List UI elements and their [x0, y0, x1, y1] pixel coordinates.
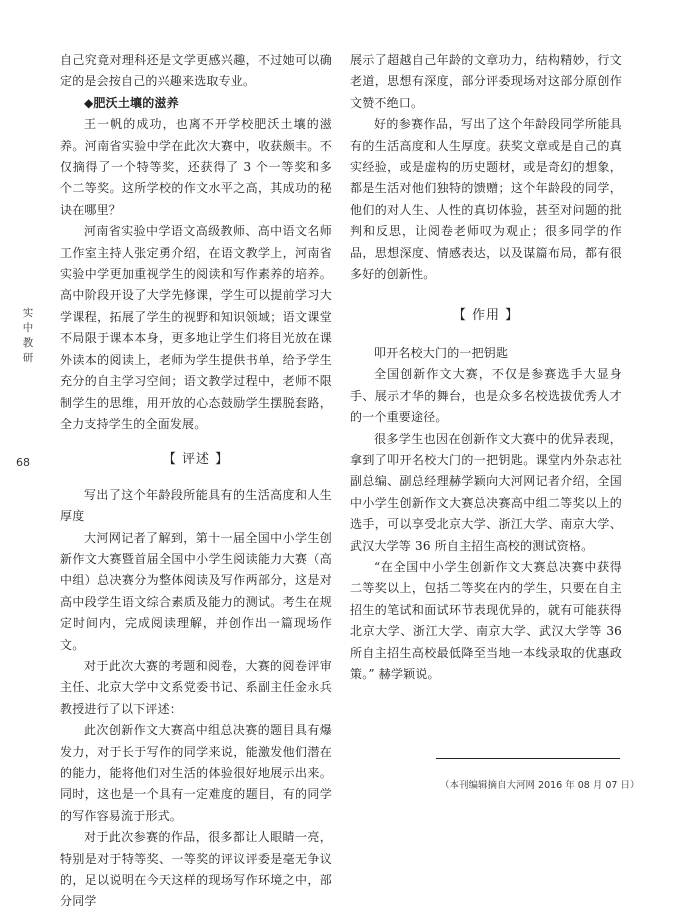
paragraph: 全国创新作文大赛，不仅是参赛选手大显身手、展示才华的舞台，也是众多名校选拔优秀人才的一个重要途径。	[350, 367, 622, 425]
paragraph: 展示了超越自己年龄的文章功力，结构精妙，行文老道，思想有深度，部分评委现场对这部分原创作文赞不绝口。	[350, 53, 622, 110]
paragraph: 王一帆的成功，也离不开学校肥沃土壤的滋养。河南省实验中学在此次大赛中，收获颇丰。不仅摘得了一个特等奖，还获得了 3 个一等奖和多个二等奖。这所学校的作文水平之高，其成功的秘诀在哪里？	[60, 117, 332, 217]
page-number: 68	[16, 456, 30, 469]
side-label-char: 实	[22, 307, 34, 319]
section-heading-review: 【 评述 】	[162, 452, 230, 468]
side-label-char: 中	[22, 322, 34, 334]
source-note: （本刊编辑摘自大河网 2016 年 08 月 07 日）	[440, 780, 640, 791]
paragraph: “在全国中小学生创新作文大赛总决赛中获得二等奖以上，包括二等奖在内的学生，只要在自主招生的笔试和面试环节表现优异的，就有可能获得北京大学、浙江大学、南京大学、武汉大学等 36 所自主招生高校最低降至当地一本线录取的优惠政策。” 赫学颖说。	[350, 559, 622, 681]
paragraph: 大河网记者了解到，第十一届全国中小学生创新作文大赛暨首届全国中小学生阅读能力大赛（高中组）总决赛分为整体阅读及写作两部分，这是对高中段学生语文综合素质及能力的测试。考生在规定时间内，完成阅读理解，并创作出一篇现场作文。	[60, 530, 332, 652]
right-column	[350, 50, 622, 685]
section-subtitle: 写出了这个年龄段所能具有的生活高度和人生厚度	[60, 487, 332, 524]
side-label-char: 研	[22, 352, 34, 364]
left-column	[60, 50, 332, 913]
source-divider	[436, 758, 620, 759]
paragraph: 此次创新作文大赛高中组总决赛的题目具有爆发力，对于长于写作的同学来说，能激发他们潜在的能力，能将他们对生活的体验很好地展示出来。同时，这也是一个具有一定难度的题目，有的同学的写作容易流于形式。	[60, 723, 332, 823]
section-subtitle: 叩开名校大门的一把钥匙	[374, 345, 509, 360]
paragraph: 河南省实验中学语文高级教师、高中语文名师工作室主持人张定勇介绍，在语文教学上，河南省实验中学更加重视学生的阅读和写作素养的培养。高中阶段开设了大学先修课，学生可以提前学习大学课程，拓展了学生的视野和知识领域；语文课堂不局限于课本本身，更多地让学生们将目光放在课外读本的阅读上，老师为学生提供书单，给予学生充分的自主学习空间；语文教学过程中，老师不限制学生的思维，用开放的心态鼓励学生摆脱套路，全力支持学生的全面发展。	[60, 224, 332, 431]
section-subheading: ◆肥沃土壤的滋养	[84, 95, 179, 110]
journal-side-label	[20, 306, 36, 366]
paragraph: 好的参赛作品，写出了这个年龄段同学所能具有的生活高度和人生厚度。获奖文章或是自己的真实经验，或是虚构的历史题材，或是奇幻的想象，都是生活对他们独特的馈赠；这个年龄段的同学，他们的对人生、人性的真切体验，甚至对问题的批判和反思，让阅卷老师叹为观止；很多同学的作品，思想深度、情感表达，以及谋篇布局，都有很多好的创新性。	[350, 117, 622, 282]
paragraph: 对于此次参赛的作品，很多都让人眼睛一亮，特别是对于特等奖、一等奖的评议评委是毫无争议的，足以说明在今天这样的现场写作环境之中，部分同学	[60, 830, 332, 909]
section-heading-effect: 【 作用 】	[452, 308, 520, 324]
paragraph: 自己究竟对理科还是文学更感兴趣，不过她可以确定的是会按自己的兴趣来选取专业。	[60, 53, 332, 89]
paragraph: 很多学生也因在创新作文大赛中的优异表现，拿到了叩开名校大门的一把钥匙。课堂内外杂志社副总编、副总经理赫学颖向大河网记者介绍，全国中小学生创新作文大赛总决赛高中组二等奖以上的选手，可以享受北京大学、浙江大学、南京大学、武汉大学等 36 所自主招生高校的测试资格。	[350, 431, 622, 553]
side-label-char: 教	[22, 337, 34, 349]
paragraph: 对于此次大赛的考题和阅卷，大赛的阅卷评审主任、北京大学中文系党委书记、系副主任金永兵教授进行了以下评述：	[60, 658, 332, 716]
